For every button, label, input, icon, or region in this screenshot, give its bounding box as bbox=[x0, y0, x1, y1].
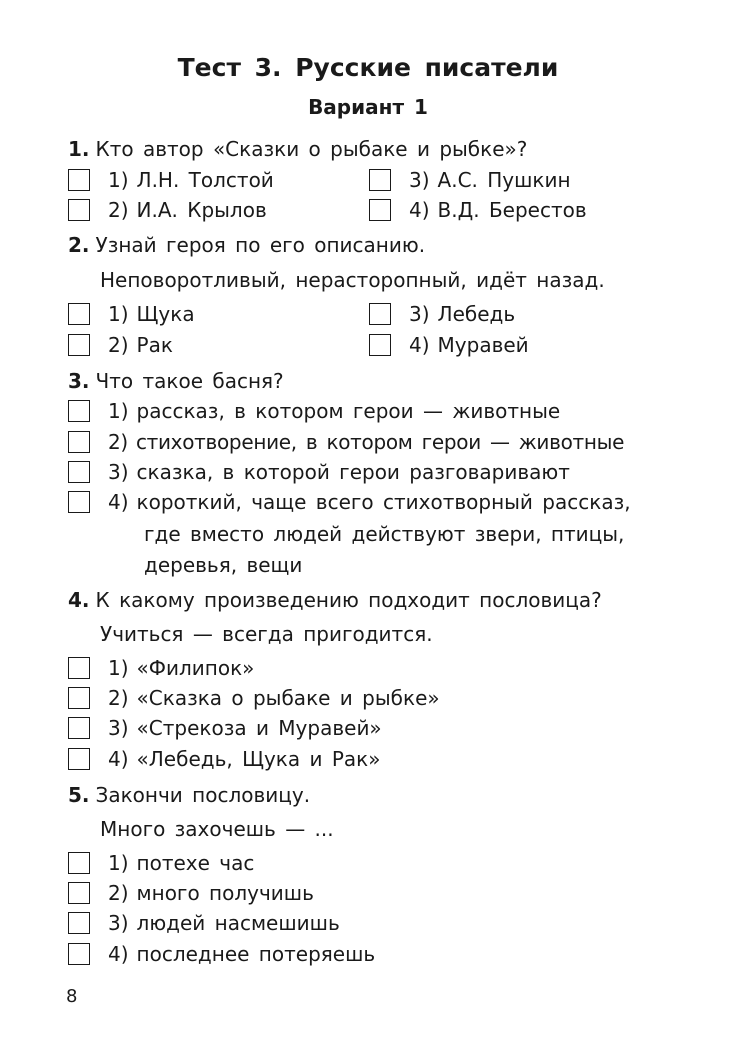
answer-checkbox-q1-2[interactable] bbox=[68, 199, 90, 221]
option-text: Л.Н. Толстой bbox=[136, 168, 274, 192]
answer-checkbox-q5-4[interactable] bbox=[68, 943, 90, 965]
answer-option bbox=[108, 940, 375, 968]
answer-checkbox-q3-1[interactable] bbox=[68, 400, 90, 422]
question-text: Узнай героя по его описанию. bbox=[95, 233, 426, 257]
option-text: «Лебедь, Щука и Рак» bbox=[136, 747, 381, 771]
question-text: Что такое басня? bbox=[95, 369, 284, 393]
answer-checkbox-q4-1[interactable] bbox=[68, 657, 90, 679]
answer-option bbox=[108, 879, 314, 907]
answer-option bbox=[108, 166, 274, 194]
answer-option bbox=[108, 397, 560, 425]
option-text: Муравей bbox=[437, 333, 529, 357]
option-number: 3) bbox=[108, 911, 129, 935]
answer-option bbox=[108, 745, 380, 773]
option-number: 3) bbox=[409, 302, 430, 326]
option-number: 2) bbox=[108, 430, 128, 454]
answer-checkbox-q5-1[interactable] bbox=[68, 852, 90, 874]
option-number: 4) bbox=[108, 490, 129, 514]
option-number: 2) bbox=[108, 686, 129, 710]
question-text: К какому произведению подходит пословица? bbox=[95, 588, 602, 612]
question-number: 3. bbox=[68, 369, 90, 393]
answer-option bbox=[108, 331, 173, 359]
answer-option bbox=[409, 196, 587, 224]
answer-checkbox-q1-3[interactable] bbox=[369, 169, 391, 191]
answer-option bbox=[108, 714, 382, 742]
answer-option bbox=[409, 331, 529, 359]
option-text: Лебедь bbox=[437, 302, 516, 326]
option-text: людей насмешишь bbox=[136, 911, 340, 935]
option-number: 4) bbox=[108, 942, 129, 966]
option-number: 3) bbox=[108, 460, 129, 484]
option-number: 2) bbox=[108, 881, 129, 905]
option-number: 2) bbox=[108, 198, 129, 222]
option-text: рассказ, в котором герои — животные bbox=[136, 399, 561, 423]
variant-subtitle: Вариант 1 bbox=[308, 95, 428, 119]
answer-option bbox=[108, 849, 254, 877]
answer-checkbox-q5-2[interactable] bbox=[68, 882, 90, 904]
option-number: 4) bbox=[108, 747, 129, 771]
option-text: Рак bbox=[136, 333, 173, 357]
option-continuation: деревья, вещи bbox=[144, 553, 303, 577]
option-number: 4) bbox=[409, 333, 430, 357]
option-text: Щука bbox=[136, 302, 195, 326]
answer-option bbox=[409, 166, 571, 194]
option-number: 1) bbox=[108, 399, 129, 423]
option-number: 1) bbox=[108, 656, 129, 680]
question-extra: Неповоротливый, нерасторопный, идёт назад. bbox=[100, 268, 605, 292]
question-5 bbox=[68, 781, 310, 809]
option-number: 1) bbox=[108, 302, 129, 326]
answer-checkbox-q4-3[interactable] bbox=[68, 717, 90, 739]
option-number: 3) bbox=[108, 716, 129, 740]
option-number: 2) bbox=[108, 333, 129, 357]
answer-option bbox=[108, 300, 195, 328]
answer-checkbox-q3-2[interactable] bbox=[68, 431, 90, 453]
option-text: «Сказка о рыбаке и рыбке» bbox=[136, 686, 440, 710]
question-2 bbox=[68, 231, 425, 259]
answer-checkbox-q1-1[interactable] bbox=[68, 169, 90, 191]
option-text: последнее потеряешь bbox=[136, 942, 376, 966]
answer-option bbox=[108, 654, 254, 682]
page-title: Тест 3. Русские писатели bbox=[177, 53, 559, 82]
answer-option bbox=[108, 488, 631, 516]
answer-option bbox=[108, 909, 340, 937]
answer-checkbox-q2-1[interactable] bbox=[68, 303, 90, 325]
answer-checkbox-q4-4[interactable] bbox=[68, 748, 90, 770]
question-number: 5. bbox=[68, 783, 90, 807]
option-continuation: где вместо людей действуют звери, птицы, bbox=[144, 522, 625, 546]
question-1 bbox=[68, 135, 527, 163]
answer-checkbox-q1-4[interactable] bbox=[369, 199, 391, 221]
option-text: В.Д. Берестов bbox=[437, 198, 587, 222]
option-number: 1) bbox=[108, 851, 129, 875]
option-text: потехе час bbox=[136, 851, 255, 875]
option-text: сказка, в которой герои разговаривают bbox=[136, 460, 570, 484]
answer-checkbox-q2-4[interactable] bbox=[369, 334, 391, 356]
answer-checkbox-q3-4[interactable] bbox=[68, 491, 90, 513]
question-number: 1. bbox=[68, 137, 90, 161]
page-number: 8 bbox=[66, 986, 78, 1007]
question-text: Закончи пословицу. bbox=[95, 783, 311, 807]
answer-checkbox-q5-3[interactable] bbox=[68, 912, 90, 934]
option-text: короткий, чаще всего стихотворный рассказ, bbox=[136, 490, 631, 514]
option-number: 3) bbox=[409, 168, 430, 192]
question-text: Кто автор «Сказки о рыбаке и рыбке»? bbox=[95, 137, 528, 161]
option-number: 4) bbox=[409, 198, 430, 222]
question-number: 4. bbox=[68, 588, 90, 612]
answer-checkbox-q2-3[interactable] bbox=[369, 303, 391, 325]
question-extra: Много захочешь — ... bbox=[100, 817, 334, 841]
answer-option bbox=[108, 684, 440, 712]
option-text: А.С. Пушкин bbox=[437, 168, 571, 192]
option-text: много получишь bbox=[136, 881, 314, 905]
answer-option bbox=[108, 458, 570, 486]
answer-option bbox=[108, 196, 267, 224]
question-4 bbox=[68, 586, 602, 614]
answer-checkbox-q2-2[interactable] bbox=[68, 334, 90, 356]
option-number: 1) bbox=[108, 168, 129, 192]
answer-checkbox-q4-2[interactable] bbox=[68, 687, 90, 709]
question-number: 2. bbox=[68, 233, 90, 257]
question-3 bbox=[68, 367, 284, 395]
answer-checkbox-q3-3[interactable] bbox=[68, 461, 90, 483]
answer-option bbox=[409, 300, 515, 328]
question-extra: Учиться — всегда пригодится. bbox=[100, 622, 433, 646]
option-text: стихотворение, в котором герои — животные bbox=[135, 430, 625, 454]
answer-option bbox=[108, 428, 624, 456]
option-text: «Стрекоза и Муравей» bbox=[136, 716, 382, 740]
option-text: И.А. Крылов bbox=[136, 198, 267, 222]
option-text: «Филипок» bbox=[136, 656, 255, 680]
